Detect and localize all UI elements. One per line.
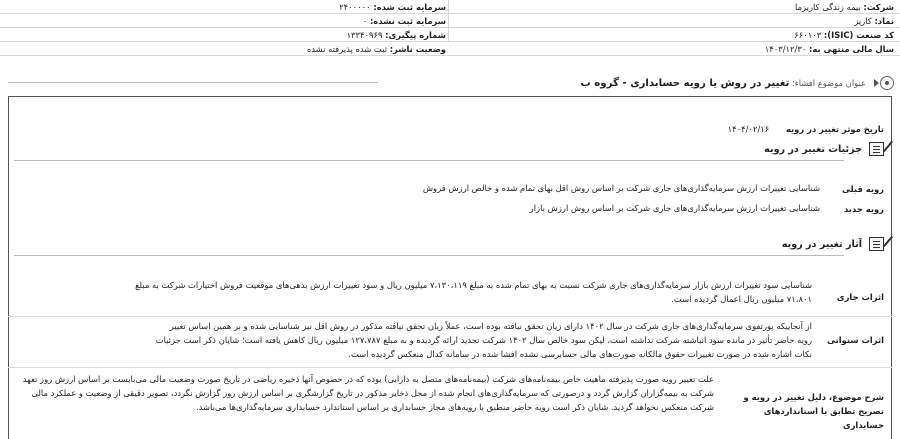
effects-section-divider bbox=[14, 255, 844, 256]
effects-section-title: آثار تغییر در رویه bbox=[781, 239, 862, 250]
effective-date-row bbox=[728, 122, 884, 136]
disclosure-subject bbox=[0, 73, 900, 93]
new-procedure-value: شناسایی تغییرات ارزش سرمایه‌گذاری‌های جاری شرکت بر اساس روش ارزش بازار bbox=[529, 203, 820, 213]
row-divider bbox=[8, 316, 892, 317]
tracking-label: شماره پیگیری: bbox=[385, 30, 446, 40]
reason-line: علت تغییر رویه صورت پذیرفته ماهیت خاص بیمه‌نامه‌های شرکت (بیمه‌نامه‌های متصل به دارایی) بوده که در خصوص آنها ذخیره ریاضی در تاریخ صورت وضعیت مالی می‌بایست بر اساس ارزش روز تعهد bbox=[22, 374, 714, 384]
isic-value: ۶۶۰۱۰۳ bbox=[794, 30, 822, 40]
arrow-left-icon bbox=[874, 79, 879, 87]
effects-section-header bbox=[14, 236, 884, 254]
edit-note-icon bbox=[869, 237, 884, 251]
reason-label: شرح موضوع، دلیل تغییر در رویه و تصریح تطابق با استانداردهای حسابداری bbox=[743, 392, 884, 430]
tracking-value: ۱۳۳۴۰۹۶۹ bbox=[346, 30, 383, 40]
details-section-title: جزئیات تغییر در رویه bbox=[764, 144, 862, 155]
fiscal-year-value: ۱۴۰۳/۱۲/۳۰ bbox=[764, 44, 807, 54]
radio-bullet-icon bbox=[880, 76, 894, 90]
info-row-isic bbox=[0, 28, 900, 42]
previous-procedure-value: شناسایی تغییرات ارزش سرمایه‌گذاری‌های جاری شرکت بر اساس روش اقل بهای تمام شده و خالص ارزش فروش bbox=[422, 183, 820, 193]
new-procedure-label: رویه جدید bbox=[843, 204, 884, 214]
company-info-header bbox=[0, 0, 900, 70]
registered-capital-value: ۲۴۰۰۰۰۰ bbox=[339, 2, 371, 12]
current-effects-row bbox=[14, 278, 884, 312]
row-divider bbox=[8, 367, 892, 368]
isic-label: کد صنعت (ISIC): bbox=[823, 30, 894, 40]
current-effects-line: شناسایی سود تغییرات ارزش بازار سرمایه‌گذاری‌های جاری شرکت نسبت به بهای تمام شده به مبلغ ۷،۱۳۰،۱۱۹ میلیون ریال و سود تغییرات ارزش بدهی‌های موقعیت فروش اختیارات شرکت به مبلغ bbox=[135, 280, 812, 290]
symbol-label: نماد: bbox=[874, 16, 894, 26]
current-effects-text bbox=[135, 278, 812, 306]
annual-effects-row bbox=[14, 319, 884, 363]
annual-effects-line: رویه حاضر تأثیر در مانده سود انباشته شرکت نداشته است، لیکن سود خالص سال ۱۴۰۲ شرکت تجدید ارائه گردیده و به مبلغ ۱۲۷،۷۸۷ میلیون ریال کاهش یافته است؛ شایان ذکر است جزئیات bbox=[155, 335, 812, 345]
company-value: بیمه زندگی کاریزما bbox=[794, 2, 861, 12]
current-effects-label: اثرات جاری bbox=[836, 292, 884, 302]
previous-procedure-label: رویه قبلی bbox=[842, 184, 884, 194]
publisher-status-value: ثبت شده پذیرفته نشده bbox=[306, 44, 388, 54]
subject-title: تغییر در روش یا رویه حسابداری - گروه ب bbox=[580, 78, 790, 89]
current-effects-line: ۷۱،۸۰۱ میلیون ریال اعمال گردیده است. bbox=[671, 294, 812, 304]
annual-effects-line: نکات اشاره شده در صورت تغییرات حقوق مالکانه صورت‌های مالی حسابرسی نشده افشا شده در سامانه کدال منعکس گردیده است. bbox=[348, 349, 812, 359]
reason-line: شرکت منعکس نخواهد گردید. شایان ذکر است رویه حاضر منطبق با رویه‌های مجاز حسابداری بر اساس استاندارد حسابداری سرمایه‌گذاری‌ها می‌باشد. bbox=[195, 402, 714, 412]
reason-line: شرکت به بیمه‌گزاران گزارش گردد و درصورتی که سرمایه‌گذاری‌های انجام شده از محل ذخایر مذکور در تاریخ گزارشگری بر اساس ارزش روز گزارش نگردد، تصویر دقیقی از وضعیت و عملکرد مالی bbox=[31, 388, 714, 398]
symbol-value: کاریز bbox=[854, 16, 872, 26]
reason-row bbox=[14, 372, 884, 428]
company-label: شرکت: bbox=[863, 2, 894, 12]
annual-effects-line: از آنجاییکه پورتفوی سرمایه‌گذاری‌های جاری شرکت در سال ۱۴۰۲ دارای زیان تحقق نیافته بوده است، عملاً زیان تحقق نیافته مذکور در روش اقل نیز شناسایی شده و بر همین اساس تغییر bbox=[169, 321, 812, 331]
effective-date-value: ۱۴۰۴/۰۲/۱۶ bbox=[727, 124, 770, 134]
info-row-fiscal bbox=[0, 42, 900, 56]
subject-label: عنوان موضوع افشاء: bbox=[791, 78, 866, 88]
annual-effects-label: اثرات سنواتی bbox=[827, 335, 884, 345]
details-section-divider bbox=[14, 160, 844, 161]
unregistered-capital-value: ۰ bbox=[362, 16, 368, 26]
edit-note-icon bbox=[869, 142, 884, 156]
previous-procedure-row bbox=[14, 181, 884, 197]
publisher-status-label: وضعیت ناشر: bbox=[389, 44, 446, 54]
reason-text bbox=[23, 372, 714, 414]
info-row-company bbox=[0, 0, 900, 14]
new-procedure-row bbox=[14, 201, 884, 217]
registered-capital-label: سرمایه ثبت شده: bbox=[373, 2, 446, 12]
unregistered-capital-label: سرمایه ثبت نشده: bbox=[369, 16, 446, 26]
details-section-header bbox=[14, 141, 884, 159]
annual-effects-text bbox=[156, 319, 812, 361]
fiscal-year-label: سال مالی منتهی به: bbox=[809, 44, 894, 54]
effective-date-label: تاریخ موثر تغییر در رویه bbox=[785, 124, 884, 134]
info-row-symbol bbox=[0, 14, 900, 28]
subject-divider bbox=[8, 82, 378, 83]
